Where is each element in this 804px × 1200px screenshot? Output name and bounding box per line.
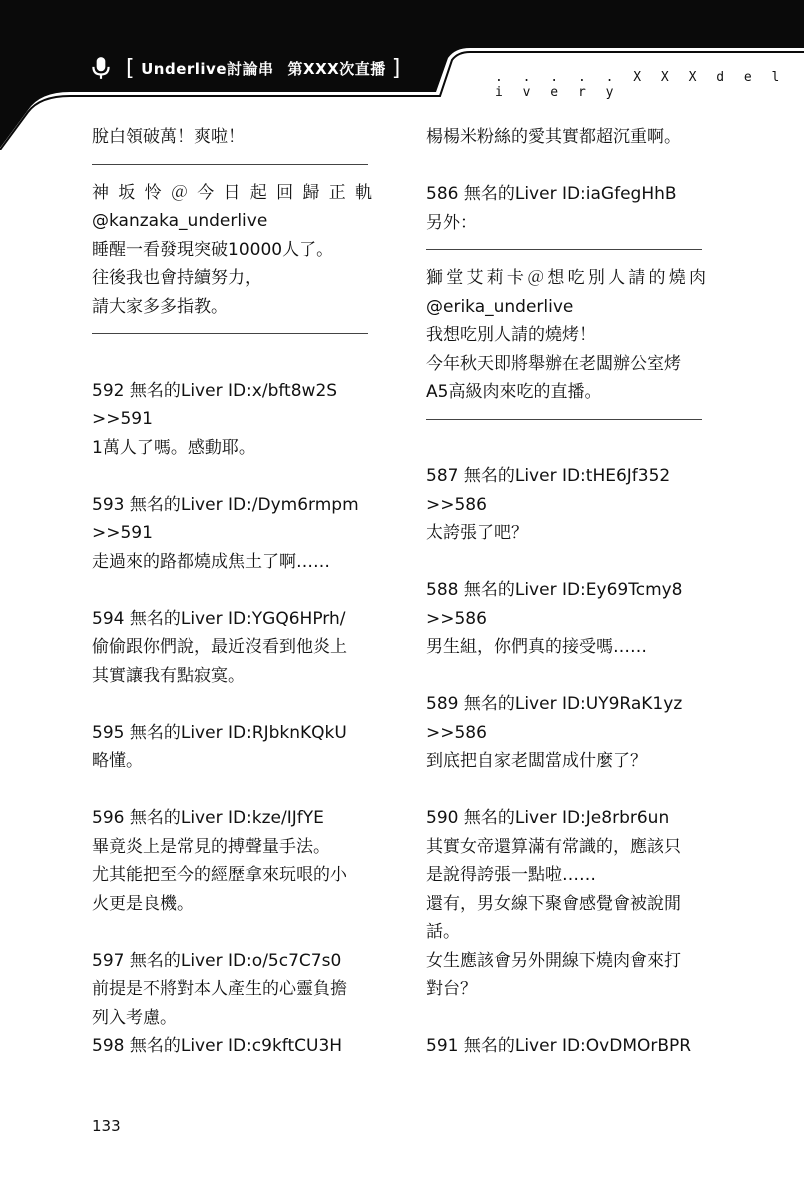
post-line: 另外： xyxy=(426,212,477,233)
post-header: 594 無名的Liver ID:YGQ6HPrh/ xyxy=(92,608,346,629)
post-header: 595 無名的Liver ID:RJbknKQkU xyxy=(92,722,347,743)
page-number: 133 xyxy=(92,1117,121,1135)
post-587 xyxy=(426,462,706,548)
post-595 xyxy=(92,719,372,776)
post-line: 偷偷跟你們說，最近沒看到他炎上 xyxy=(92,637,347,657)
intro-line: 楊楊米粉絲的愛其實都超沉重啊。 xyxy=(426,127,681,147)
post-line: 對台？ xyxy=(426,979,477,999)
post-line: >>591 xyxy=(92,523,153,543)
post-header: 597 無名的Liver ID:o/5c7C7s0 xyxy=(92,950,342,971)
post-593 xyxy=(92,491,372,577)
post-586 xyxy=(426,180,706,237)
post-header: 588 無名的Liver ID:Ey69Tcmy8 xyxy=(426,580,683,600)
post-line: >>586 xyxy=(426,494,487,515)
divider xyxy=(92,164,368,165)
stream-name: 第XXX次直播 xyxy=(287,59,386,78)
post-line: 火更是良機。 xyxy=(92,893,194,914)
post-header: 587 無名的Liver ID:tHE6Jf352 xyxy=(426,466,671,486)
post-588 xyxy=(426,576,706,662)
left-column xyxy=(92,123,372,1061)
page-header xyxy=(0,0,804,100)
post-589 xyxy=(426,690,706,776)
post-594 xyxy=(92,605,372,691)
thread-title xyxy=(88,52,407,84)
tweet-block xyxy=(426,264,706,407)
tweet-block xyxy=(92,179,372,322)
post-line: 其實女帝還算滿有常識的，應該只 xyxy=(426,836,681,857)
post-line: 女生應該會另外開線下燒肉會來打 xyxy=(426,950,681,971)
post-596 xyxy=(92,804,372,918)
post-line: >>586 xyxy=(426,722,487,743)
post-line: 話。 xyxy=(426,922,460,942)
microphone-icon xyxy=(88,55,114,81)
intro-line: 脫白領破萬！爽啦！ xyxy=(92,127,245,147)
post-line: >>591 xyxy=(92,409,153,429)
post-header: 591 無名的Liver ID:OvDMOrBPR xyxy=(426,1036,692,1056)
post-line: 還有，男女線下聚會感覺會被說閒 xyxy=(426,893,681,914)
tweet-author: 獅堂艾莉卡＠想吃別人請的燒肉 xyxy=(426,268,706,288)
post-line: 略懂。 xyxy=(92,751,143,771)
tweet-line: A5高級肉來吃的直播。 xyxy=(426,382,602,402)
post-line: 是說得誇張一點啦…… xyxy=(426,865,596,885)
divider xyxy=(426,419,702,420)
post-line: 太誇張了吧？ xyxy=(426,523,528,543)
post-590 xyxy=(426,804,706,1004)
thread-name: Underlive討論串 xyxy=(141,59,274,78)
post-line: 前提是不將對本人產生的心靈負擔 xyxy=(92,979,347,999)
post-header: 596 無名的Liver ID:kze/IJfYE xyxy=(92,808,324,828)
delivery-label: . . . . . X X X d e l i v e r y xyxy=(495,70,786,100)
open-bracket: [ xyxy=(126,55,136,81)
post-597 xyxy=(92,947,372,1033)
close-bracket: ] xyxy=(391,55,401,81)
post-header: 586 無名的Liver ID:iaGfegHhB xyxy=(426,184,677,204)
post-592 xyxy=(92,377,372,463)
post-header: 592 無名的Liver ID:x/bft8w2S xyxy=(92,380,338,401)
tweet-author: 神坂怜＠今日起回歸正軌 xyxy=(92,182,372,203)
post-header: 590 無名的Liver ID:Je8rbr6un xyxy=(426,808,670,828)
post-line: 畢竟炎上是常見的搏聲量手法。 xyxy=(92,836,330,857)
post-header: 593 無名的Liver ID:/Dym6rmpm xyxy=(92,494,359,515)
post-header: 589 無名的Liver ID:UY9RaK1yz xyxy=(426,694,683,714)
post-line: 走過來的路都燒成焦土了啊…… xyxy=(92,551,330,572)
divider xyxy=(92,333,368,334)
tweet-handle: @erika_underlive xyxy=(426,296,574,317)
tweet-line: 今年秋天即將舉辦在老闆辦公室烤 xyxy=(426,353,681,374)
right-column xyxy=(426,123,706,1061)
post-line: 其實讓我有點寂寞。 xyxy=(92,665,245,686)
post-line: 到底把自家老闆當成什麼了？ xyxy=(426,751,647,771)
post-line: 列入考慮。 xyxy=(92,1007,177,1028)
tweet-handle: @kanzaka_underlive xyxy=(92,211,268,231)
post-line: 男生組，你們真的接受嗎…… xyxy=(426,637,647,657)
post-line: 1萬人了嗎。感動耶。 xyxy=(92,437,256,458)
tweet-line: 睡醒一看發現突破10000人了。 xyxy=(92,239,334,260)
divider xyxy=(426,249,702,250)
tweet-line: 我想吃別人請的燒烤！ xyxy=(426,325,596,345)
tweet-line: 往後我也會持續努力， xyxy=(92,268,262,288)
post-line: 尤其能把至今的經歷拿來玩哏的小 xyxy=(92,865,347,885)
post-line: >>586 xyxy=(426,608,487,629)
post-header: 598 無名的Liver ID:c9kftCU3H xyxy=(92,1036,343,1056)
tweet-line: 請大家多多指教。 xyxy=(92,296,228,317)
